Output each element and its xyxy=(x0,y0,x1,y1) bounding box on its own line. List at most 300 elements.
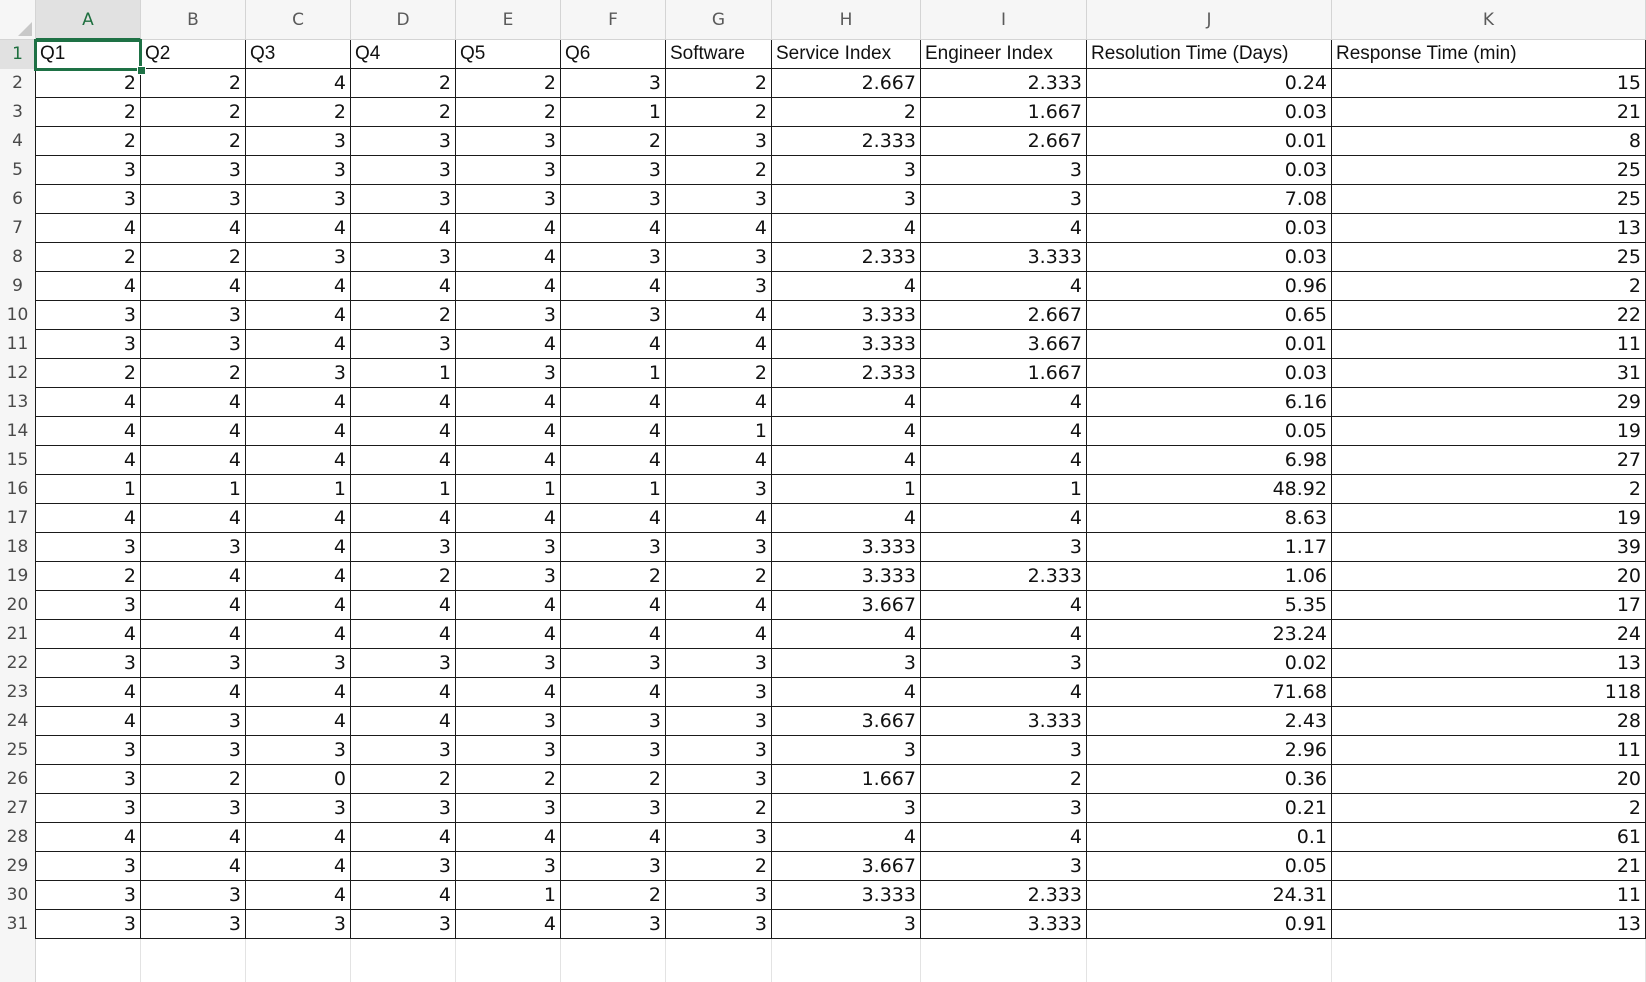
cell-k11[interactable]: 11 xyxy=(1332,330,1646,359)
cell-d5[interactable]: 3 xyxy=(351,156,456,185)
cell-k14[interactable]: 19 xyxy=(1332,417,1646,446)
cell-b20[interactable]: 4 xyxy=(141,591,246,620)
cell-h2[interactable]: 2.667 xyxy=(772,69,921,98)
cell-e8[interactable]: 4 xyxy=(456,243,561,272)
cell-e7[interactable]: 4 xyxy=(456,214,561,243)
cell-c22[interactable]: 3 xyxy=(246,649,351,678)
cell-g10[interactable]: 4 xyxy=(666,301,772,330)
cell-e5[interactable]: 3 xyxy=(456,156,561,185)
cell-i16[interactable]: 1 xyxy=(921,475,1087,504)
cell-c28[interactable]: 4 xyxy=(246,823,351,852)
cell-h17[interactable]: 4 xyxy=(772,504,921,533)
cell-k15[interactable]: 27 xyxy=(1332,446,1646,475)
cell-h16[interactable]: 1 xyxy=(772,475,921,504)
cell-h13[interactable]: 4 xyxy=(772,388,921,417)
cell-h22[interactable]: 3 xyxy=(772,649,921,678)
cell-i5[interactable]: 3 xyxy=(921,156,1087,185)
cell-b4[interactable]: 2 xyxy=(141,127,246,156)
cell-d25[interactable]: 3 xyxy=(351,736,456,765)
cell-g3[interactable]: 2 xyxy=(666,98,772,127)
cell-g19[interactable]: 2 xyxy=(666,562,772,591)
cell-d15[interactable]: 4 xyxy=(351,446,456,475)
cell-a16[interactable]: 1 xyxy=(36,475,141,504)
cell-i4[interactable]: 2.667 xyxy=(921,127,1087,156)
cell-a10[interactable]: 3 xyxy=(36,301,141,330)
cell-d27[interactable]: 3 xyxy=(351,794,456,823)
cell-g28[interactable]: 3 xyxy=(666,823,772,852)
cell-k4[interactable]: 8 xyxy=(1332,127,1646,156)
cell-e17[interactable]: 4 xyxy=(456,504,561,533)
cell-j24[interactable]: 2.43 xyxy=(1087,707,1332,736)
cell-b29[interactable]: 4 xyxy=(141,852,246,881)
cell-i21[interactable]: 4 xyxy=(921,620,1087,649)
cell-g7[interactable]: 4 xyxy=(666,214,772,243)
cell-d8[interactable]: 3 xyxy=(351,243,456,272)
cell-h31[interactable]: 3 xyxy=(772,910,921,939)
cell-b7[interactable]: 4 xyxy=(141,214,246,243)
header-cell-g1[interactable]: Software xyxy=(666,40,772,69)
cell-h4[interactable]: 2.333 xyxy=(772,127,921,156)
cell-b17[interactable]: 4 xyxy=(141,504,246,533)
cell-a5[interactable]: 3 xyxy=(36,156,141,185)
cell-c26[interactable]: 0 xyxy=(246,765,351,794)
cell-k13[interactable]: 29 xyxy=(1332,388,1646,417)
cell-h28[interactable]: 4 xyxy=(772,823,921,852)
cell-f20[interactable]: 4 xyxy=(561,591,666,620)
cell-a20[interactable]: 3 xyxy=(36,591,141,620)
cell-b22[interactable]: 3 xyxy=(141,649,246,678)
cell-e26[interactable]: 2 xyxy=(456,765,561,794)
cell-a25[interactable]: 3 xyxy=(36,736,141,765)
cell-c9[interactable]: 4 xyxy=(246,272,351,301)
cell-d16[interactable]: 1 xyxy=(351,475,456,504)
row-header-13[interactable]: 13 xyxy=(0,388,36,417)
cell-i11[interactable]: 3.667 xyxy=(921,330,1087,359)
header-cell-j1[interactable]: Resolution Time (Days) xyxy=(1087,40,1332,69)
cell-b14[interactable]: 4 xyxy=(141,417,246,446)
cell-d6[interactable]: 3 xyxy=(351,185,456,214)
row-header-27[interactable]: 27 xyxy=(0,794,36,823)
cell-e16[interactable]: 1 xyxy=(456,475,561,504)
cell-i25[interactable]: 3 xyxy=(921,736,1087,765)
row-header-20[interactable]: 20 xyxy=(0,591,36,620)
cell-d2[interactable]: 2 xyxy=(351,69,456,98)
cell-i17[interactable]: 4 xyxy=(921,504,1087,533)
cell-g27[interactable]: 2 xyxy=(666,794,772,823)
row-header-31[interactable]: 31 xyxy=(0,910,36,939)
cell-g30[interactable]: 3 xyxy=(666,881,772,910)
cell-b21[interactable]: 4 xyxy=(141,620,246,649)
cell-k17[interactable]: 19 xyxy=(1332,504,1646,533)
cell-a13[interactable]: 4 xyxy=(36,388,141,417)
cell-b3[interactable]: 2 xyxy=(141,98,246,127)
cell-g4[interactable]: 3 xyxy=(666,127,772,156)
cell-e9[interactable]: 4 xyxy=(456,272,561,301)
cell-j22[interactable]: 0.02 xyxy=(1087,649,1332,678)
cell-i3[interactable]: 1.667 xyxy=(921,98,1087,127)
cell-a30[interactable]: 3 xyxy=(36,881,141,910)
cell-e19[interactable]: 3 xyxy=(456,562,561,591)
cell-e6[interactable]: 3 xyxy=(456,185,561,214)
fill-handle[interactable] xyxy=(137,66,146,75)
cell-j10[interactable]: 0.65 xyxy=(1087,301,1332,330)
row-header-9[interactable]: 9 xyxy=(0,272,36,301)
cell-d28[interactable]: 4 xyxy=(351,823,456,852)
row-header-24[interactable]: 24 xyxy=(0,707,36,736)
cell-b16[interactable]: 1 xyxy=(141,475,246,504)
cell-k24[interactable]: 28 xyxy=(1332,707,1646,736)
cell-c25[interactable]: 3 xyxy=(246,736,351,765)
cell-a18[interactable]: 3 xyxy=(36,533,141,562)
cell-c10[interactable]: 4 xyxy=(246,301,351,330)
row-header-4[interactable]: 4 xyxy=(0,127,36,156)
cell-a4[interactable]: 2 xyxy=(36,127,141,156)
cell-f24[interactable]: 3 xyxy=(561,707,666,736)
cell-h3[interactable]: 2 xyxy=(772,98,921,127)
cell-b9[interactable]: 4 xyxy=(141,272,246,301)
cell-f7[interactable]: 4 xyxy=(561,214,666,243)
cell-e24[interactable]: 3 xyxy=(456,707,561,736)
cell-j3[interactable]: 0.03 xyxy=(1087,98,1332,127)
cell-k8[interactable]: 25 xyxy=(1332,243,1646,272)
cell-i20[interactable]: 4 xyxy=(921,591,1087,620)
cell-f18[interactable]: 3 xyxy=(561,533,666,562)
cell-a8[interactable]: 2 xyxy=(36,243,141,272)
cell-a11[interactable]: 3 xyxy=(36,330,141,359)
cell-b5[interactable]: 3 xyxy=(141,156,246,185)
cell-b25[interactable]: 3 xyxy=(141,736,246,765)
cell-i2[interactable]: 2.333 xyxy=(921,69,1087,98)
cell-c19[interactable]: 4 xyxy=(246,562,351,591)
cell-c21[interactable]: 4 xyxy=(246,620,351,649)
cell-b2[interactable]: 2 xyxy=(141,69,246,98)
row-header-29[interactable]: 29 xyxy=(0,852,36,881)
cell-d30[interactable]: 4 xyxy=(351,881,456,910)
cell-i6[interactable]: 3 xyxy=(921,185,1087,214)
cell-k16[interactable]: 2 xyxy=(1332,475,1646,504)
cell-c30[interactable]: 4 xyxy=(246,881,351,910)
cell-i19[interactable]: 2.333 xyxy=(921,562,1087,591)
cell-j17[interactable]: 8.63 xyxy=(1087,504,1332,533)
header-cell-b1[interactable]: Q2 xyxy=(141,40,246,69)
cell-d31[interactable]: 3 xyxy=(351,910,456,939)
cell-k20[interactable]: 17 xyxy=(1332,591,1646,620)
cell-g25[interactable]: 3 xyxy=(666,736,772,765)
cell-h11[interactable]: 3.333 xyxy=(772,330,921,359)
cell-k25[interactable]: 11 xyxy=(1332,736,1646,765)
cell-a28[interactable]: 4 xyxy=(36,823,141,852)
cell-g12[interactable]: 2 xyxy=(666,359,772,388)
header-cell-i1[interactable]: Engineer Index xyxy=(921,40,1087,69)
cell-j7[interactable]: 0.03 xyxy=(1087,214,1332,243)
column-header-k[interactable]: K xyxy=(1332,0,1646,40)
cell-a17[interactable]: 4 xyxy=(36,504,141,533)
cell-h27[interactable]: 3 xyxy=(772,794,921,823)
cell-j8[interactable]: 0.03 xyxy=(1087,243,1332,272)
cell-j5[interactable]: 0.03 xyxy=(1087,156,1332,185)
cell-d3[interactable]: 2 xyxy=(351,98,456,127)
cell-e30[interactable]: 1 xyxy=(456,881,561,910)
cell-d18[interactable]: 3 xyxy=(351,533,456,562)
row-header-19[interactable]: 19 xyxy=(0,562,36,591)
cell-i30[interactable]: 2.333 xyxy=(921,881,1087,910)
cell-c17[interactable]: 4 xyxy=(246,504,351,533)
cell-i15[interactable]: 4 xyxy=(921,446,1087,475)
cell-d20[interactable]: 4 xyxy=(351,591,456,620)
cell-c2[interactable]: 4 xyxy=(246,69,351,98)
cell-k26[interactable]: 20 xyxy=(1332,765,1646,794)
cell-k27[interactable]: 2 xyxy=(1332,794,1646,823)
row-header-5[interactable]: 5 xyxy=(0,156,36,185)
cell-j6[interactable]: 7.08 xyxy=(1087,185,1332,214)
header-cell-c1[interactable]: Q3 xyxy=(246,40,351,69)
cell-a23[interactable]: 4 xyxy=(36,678,141,707)
header-cell-k1[interactable]: Response Time (min) xyxy=(1332,40,1646,69)
column-header-j[interactable]: J xyxy=(1087,0,1332,40)
cell-f30[interactable]: 2 xyxy=(561,881,666,910)
cell-a3[interactable]: 2 xyxy=(36,98,141,127)
cell-k12[interactable]: 31 xyxy=(1332,359,1646,388)
cell-h30[interactable]: 3.333 xyxy=(772,881,921,910)
cell-f21[interactable]: 4 xyxy=(561,620,666,649)
cell-e10[interactable]: 3 xyxy=(456,301,561,330)
cell-e28[interactable]: 4 xyxy=(456,823,561,852)
cell-e2[interactable]: 2 xyxy=(456,69,561,98)
cell-f10[interactable]: 3 xyxy=(561,301,666,330)
row-header-6[interactable]: 6 xyxy=(0,185,36,214)
row-header-18[interactable]: 18 xyxy=(0,533,36,562)
cell-j13[interactable]: 6.16 xyxy=(1087,388,1332,417)
cell-b26[interactable]: 2 xyxy=(141,765,246,794)
cell-a21[interactable]: 4 xyxy=(36,620,141,649)
cell-d10[interactable]: 2 xyxy=(351,301,456,330)
cell-k5[interactable]: 25 xyxy=(1332,156,1646,185)
cell-k2[interactable]: 15 xyxy=(1332,69,1646,98)
cell-j29[interactable]: 0.05 xyxy=(1087,852,1332,881)
cell-j25[interactable]: 2.96 xyxy=(1087,736,1332,765)
cell-i10[interactable]: 2.667 xyxy=(921,301,1087,330)
row-header-17[interactable]: 17 xyxy=(0,504,36,533)
cell-a19[interactable]: 2 xyxy=(36,562,141,591)
cell-d17[interactable]: 4 xyxy=(351,504,456,533)
cell-k21[interactable]: 24 xyxy=(1332,620,1646,649)
cell-d7[interactable]: 4 xyxy=(351,214,456,243)
cell-j23[interactable]: 71.68 xyxy=(1087,678,1332,707)
cell-b11[interactable]: 3 xyxy=(141,330,246,359)
cell-i29[interactable]: 3 xyxy=(921,852,1087,881)
cell-j4[interactable]: 0.01 xyxy=(1087,127,1332,156)
cell-f25[interactable]: 3 xyxy=(561,736,666,765)
column-header-i[interactable]: I xyxy=(921,0,1087,40)
cell-d23[interactable]: 4 xyxy=(351,678,456,707)
cell-a9[interactable]: 4 xyxy=(36,272,141,301)
cell-f29[interactable]: 3 xyxy=(561,852,666,881)
cell-f5[interactable]: 3 xyxy=(561,156,666,185)
cell-c29[interactable]: 4 xyxy=(246,852,351,881)
row-header-15[interactable]: 15 xyxy=(0,446,36,475)
cell-f8[interactable]: 3 xyxy=(561,243,666,272)
cell-j31[interactable]: 0.91 xyxy=(1087,910,1332,939)
row-header-11[interactable]: 11 xyxy=(0,330,36,359)
cell-k28[interactable]: 61 xyxy=(1332,823,1646,852)
cell-k30[interactable]: 11 xyxy=(1332,881,1646,910)
cell-h18[interactable]: 3.333 xyxy=(772,533,921,562)
row-header-1[interactable]: 1 xyxy=(0,40,36,69)
cell-g21[interactable]: 4 xyxy=(666,620,772,649)
cell-c4[interactable]: 3 xyxy=(246,127,351,156)
cell-h25[interactable]: 3 xyxy=(772,736,921,765)
cell-f13[interactable]: 4 xyxy=(561,388,666,417)
cell-i13[interactable]: 4 xyxy=(921,388,1087,417)
cell-e14[interactable]: 4 xyxy=(456,417,561,446)
cell-e27[interactable]: 3 xyxy=(456,794,561,823)
cell-d19[interactable]: 2 xyxy=(351,562,456,591)
cell-h15[interactable]: 4 xyxy=(772,446,921,475)
cell-d12[interactable]: 1 xyxy=(351,359,456,388)
column-header-d[interactable]: D xyxy=(351,0,456,40)
cell-a26[interactable]: 3 xyxy=(36,765,141,794)
cell-i22[interactable]: 3 xyxy=(921,649,1087,678)
cell-d26[interactable]: 2 xyxy=(351,765,456,794)
row-header-22[interactable]: 22 xyxy=(0,649,36,678)
header-cell-a1[interactable]: Q1 xyxy=(36,40,141,69)
header-cell-f1[interactable]: Q6 xyxy=(561,40,666,69)
cell-h5[interactable]: 3 xyxy=(772,156,921,185)
cell-g20[interactable]: 4 xyxy=(666,591,772,620)
cell-a15[interactable]: 4 xyxy=(36,446,141,475)
cell-k23[interactable]: 118 xyxy=(1332,678,1646,707)
cell-j15[interactable]: 6.98 xyxy=(1087,446,1332,475)
cell-i7[interactable]: 4 xyxy=(921,214,1087,243)
row-header-2[interactable]: 2 xyxy=(0,69,36,98)
cell-i9[interactable]: 4 xyxy=(921,272,1087,301)
cell-h23[interactable]: 4 xyxy=(772,678,921,707)
cell-g16[interactable]: 3 xyxy=(666,475,772,504)
cell-f12[interactable]: 1 xyxy=(561,359,666,388)
cell-g23[interactable]: 3 xyxy=(666,678,772,707)
cell-k19[interactable]: 20 xyxy=(1332,562,1646,591)
cell-e11[interactable]: 4 xyxy=(456,330,561,359)
cell-j28[interactable]: 0.1 xyxy=(1087,823,1332,852)
cell-b15[interactable]: 4 xyxy=(141,446,246,475)
cell-g24[interactable]: 3 xyxy=(666,707,772,736)
cell-j18[interactable]: 1.17 xyxy=(1087,533,1332,562)
row-header-25[interactable]: 25 xyxy=(0,736,36,765)
header-cell-d1[interactable]: Q4 xyxy=(351,40,456,69)
cell-e22[interactable]: 3 xyxy=(456,649,561,678)
cell-k18[interactable]: 39 xyxy=(1332,533,1646,562)
cell-g26[interactable]: 3 xyxy=(666,765,772,794)
cell-c3[interactable]: 2 xyxy=(246,98,351,127)
cell-i12[interactable]: 1.667 xyxy=(921,359,1087,388)
cell-c31[interactable]: 3 xyxy=(246,910,351,939)
cell-b19[interactable]: 4 xyxy=(141,562,246,591)
cell-k29[interactable]: 21 xyxy=(1332,852,1646,881)
cell-i27[interactable]: 3 xyxy=(921,794,1087,823)
cell-a31[interactable]: 3 xyxy=(36,910,141,939)
cell-d9[interactable]: 4 xyxy=(351,272,456,301)
cell-i28[interactable]: 4 xyxy=(921,823,1087,852)
cell-c27[interactable]: 3 xyxy=(246,794,351,823)
cell-g6[interactable]: 3 xyxy=(666,185,772,214)
cell-j19[interactable]: 1.06 xyxy=(1087,562,1332,591)
cell-f16[interactable]: 1 xyxy=(561,475,666,504)
cell-h21[interactable]: 4 xyxy=(772,620,921,649)
cell-b12[interactable]: 2 xyxy=(141,359,246,388)
cell-f27[interactable]: 3 xyxy=(561,794,666,823)
cell-c12[interactable]: 3 xyxy=(246,359,351,388)
cell-g31[interactable]: 3 xyxy=(666,910,772,939)
cell-k22[interactable]: 13 xyxy=(1332,649,1646,678)
row-header-14[interactable]: 14 xyxy=(0,417,36,446)
cell-c7[interactable]: 4 xyxy=(246,214,351,243)
cell-a2[interactable]: 2 xyxy=(36,69,141,98)
cell-e3[interactable]: 2 xyxy=(456,98,561,127)
row-header-8[interactable]: 8 xyxy=(0,243,36,272)
cell-d29[interactable]: 3 xyxy=(351,852,456,881)
cell-c11[interactable]: 4 xyxy=(246,330,351,359)
cell-f2[interactable]: 3 xyxy=(561,69,666,98)
header-cell-e1[interactable]: Q5 xyxy=(456,40,561,69)
cell-c13[interactable]: 4 xyxy=(246,388,351,417)
cell-h10[interactable]: 3.333 xyxy=(772,301,921,330)
cell-h26[interactable]: 1.667 xyxy=(772,765,921,794)
cell-b28[interactable]: 4 xyxy=(141,823,246,852)
cell-c23[interactable]: 4 xyxy=(246,678,351,707)
row-header-12[interactable]: 12 xyxy=(0,359,36,388)
cell-a29[interactable]: 3 xyxy=(36,852,141,881)
row-header-10[interactable]: 10 xyxy=(0,301,36,330)
cell-d24[interactable]: 4 xyxy=(351,707,456,736)
cell-k3[interactable]: 21 xyxy=(1332,98,1646,127)
cell-f23[interactable]: 4 xyxy=(561,678,666,707)
cell-c6[interactable]: 3 xyxy=(246,185,351,214)
cell-j26[interactable]: 0.36 xyxy=(1087,765,1332,794)
cell-j20[interactable]: 5.35 xyxy=(1087,591,1332,620)
cell-f19[interactable]: 2 xyxy=(561,562,666,591)
cell-h8[interactable]: 2.333 xyxy=(772,243,921,272)
cell-f28[interactable]: 4 xyxy=(561,823,666,852)
cell-d13[interactable]: 4 xyxy=(351,388,456,417)
cell-g22[interactable]: 3 xyxy=(666,649,772,678)
cell-j9[interactable]: 0.96 xyxy=(1087,272,1332,301)
row-header-28[interactable]: 28 xyxy=(0,823,36,852)
cell-h20[interactable]: 3.667 xyxy=(772,591,921,620)
cell-a24[interactable]: 4 xyxy=(36,707,141,736)
cell-k6[interactable]: 25 xyxy=(1332,185,1646,214)
cell-g13[interactable]: 4 xyxy=(666,388,772,417)
cell-j2[interactable]: 0.24 xyxy=(1087,69,1332,98)
cell-d21[interactable]: 4 xyxy=(351,620,456,649)
cell-h19[interactable]: 3.333 xyxy=(772,562,921,591)
cell-b27[interactable]: 3 xyxy=(141,794,246,823)
cell-e21[interactable]: 4 xyxy=(456,620,561,649)
row-header-partial[interactable] xyxy=(0,939,36,982)
cell-a14[interactable]: 4 xyxy=(36,417,141,446)
cell-j27[interactable]: 0.21 xyxy=(1087,794,1332,823)
cell-a6[interactable]: 3 xyxy=(36,185,141,214)
column-header-g[interactable]: G xyxy=(666,0,772,40)
cell-j11[interactable]: 0.01 xyxy=(1087,330,1332,359)
cell-c24[interactable]: 4 xyxy=(246,707,351,736)
cell-f11[interactable]: 4 xyxy=(561,330,666,359)
cell-b13[interactable]: 4 xyxy=(141,388,246,417)
cell-g14[interactable]: 1 xyxy=(666,417,772,446)
cell-f17[interactable]: 4 xyxy=(561,504,666,533)
column-header-f[interactable]: F xyxy=(561,0,666,40)
cell-k7[interactable]: 13 xyxy=(1332,214,1646,243)
column-header-b[interactable]: B xyxy=(141,0,246,40)
